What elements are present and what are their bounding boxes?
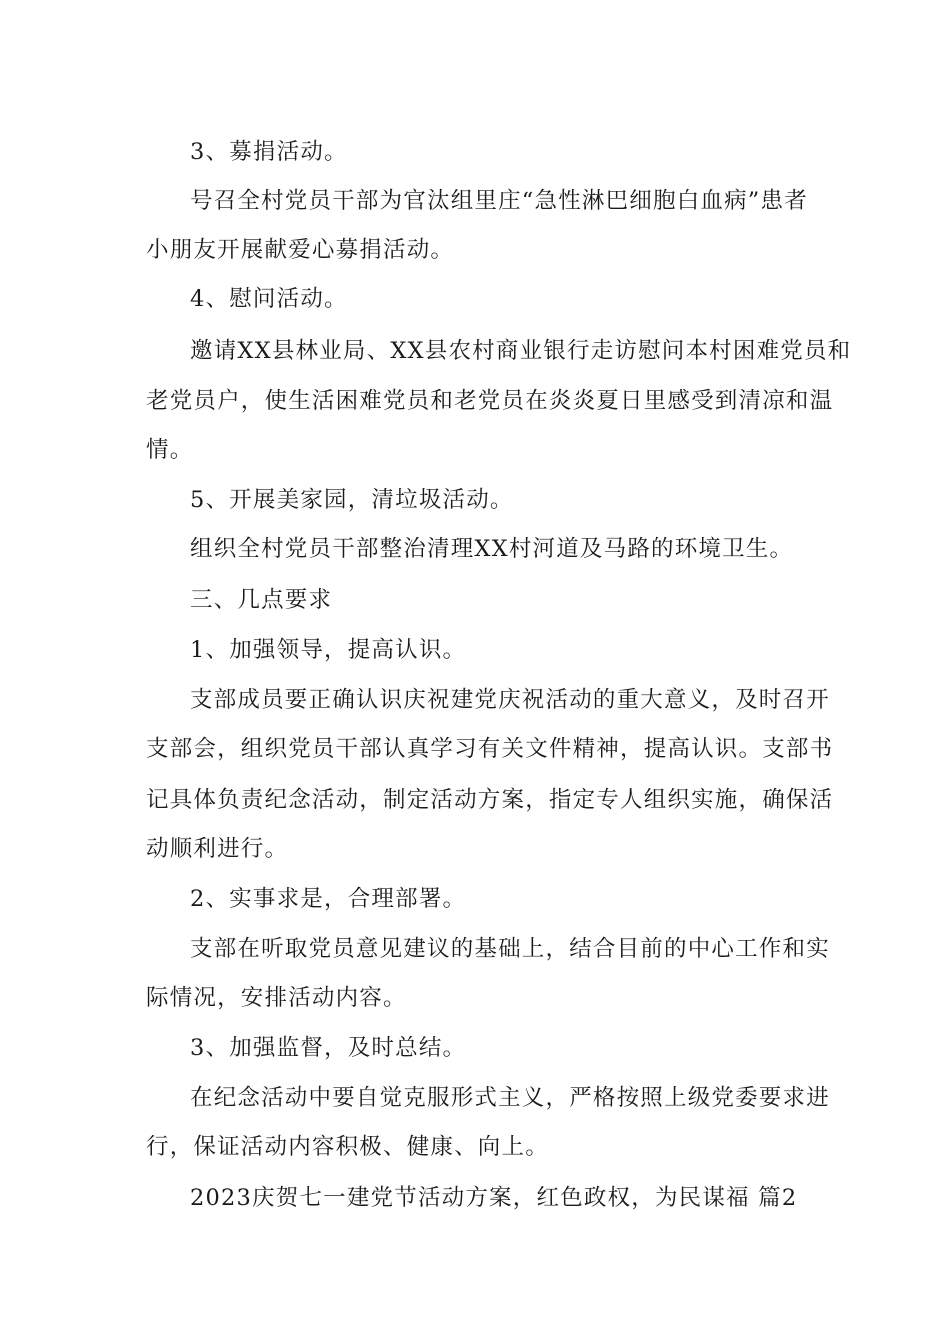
paragraph-line: 老党员户，使生活困难党员和老党员在炎炎夏日里感受到清凉和温 <box>146 388 834 414</box>
item-heading: 3、募捐活动。 <box>190 139 348 165</box>
item-heading: 5、开展美家园，清垃圾活动。 <box>190 487 514 513</box>
item-heading: 2、实事求是，合理部署。 <box>190 886 467 912</box>
paragraph-line: 行，保证活动内容积极、健康、向上。 <box>146 1134 549 1160</box>
paragraph-line: 际情况，安排活动内容。 <box>146 985 407 1011</box>
paragraph-line: 号召全村党员干部为官汰组里庄“急性淋巴细胞白血病”患者 <box>190 188 808 214</box>
paragraph-line: 记具体负责纪念活动，制定活动方案，指定专人组织实施，确保活 <box>146 787 834 813</box>
paragraph-line: 支部成员要正确认识庆祝建党庆祝活动的重大意义，及时召开 <box>190 687 830 713</box>
paragraph-line: 情。 <box>146 437 194 463</box>
item-heading: 1、加强领导，提高认识。 <box>190 637 467 663</box>
paragraph-line: 在纪念活动中要自觉克服形式主义，严格按照上级党委要求进 <box>190 1085 830 1111</box>
item-heading: 3、加强监督，及时总结。 <box>190 1035 467 1061</box>
section-heading: 三、几点要求 <box>190 587 333 613</box>
paragraph-line: 小朋友开展献爱心募捐活动。 <box>146 237 455 263</box>
paragraph-line: 组织全村党员干部整治清理XX村河道及马路的环境卫生。 <box>190 536 794 562</box>
document-title: 2023庆贺七一建党节活动方案，红色政权，为民谋福 篇2 <box>190 1185 798 1211</box>
paragraph-line: 支部在听取党员意见建议的基础上，结合目前的中心工作和实 <box>190 936 830 962</box>
item-heading: 4、慰问活动。 <box>190 286 348 312</box>
paragraph-line: 动顺利进行。 <box>146 836 289 862</box>
paragraph-line: 邀请XX县林业局、XX县农村商业银行走访慰问本村困难党员和 <box>190 338 852 364</box>
paragraph-line: 支部会，组织党员干部认真学习有关文件精神，提高认识。支部书 <box>146 736 834 762</box>
